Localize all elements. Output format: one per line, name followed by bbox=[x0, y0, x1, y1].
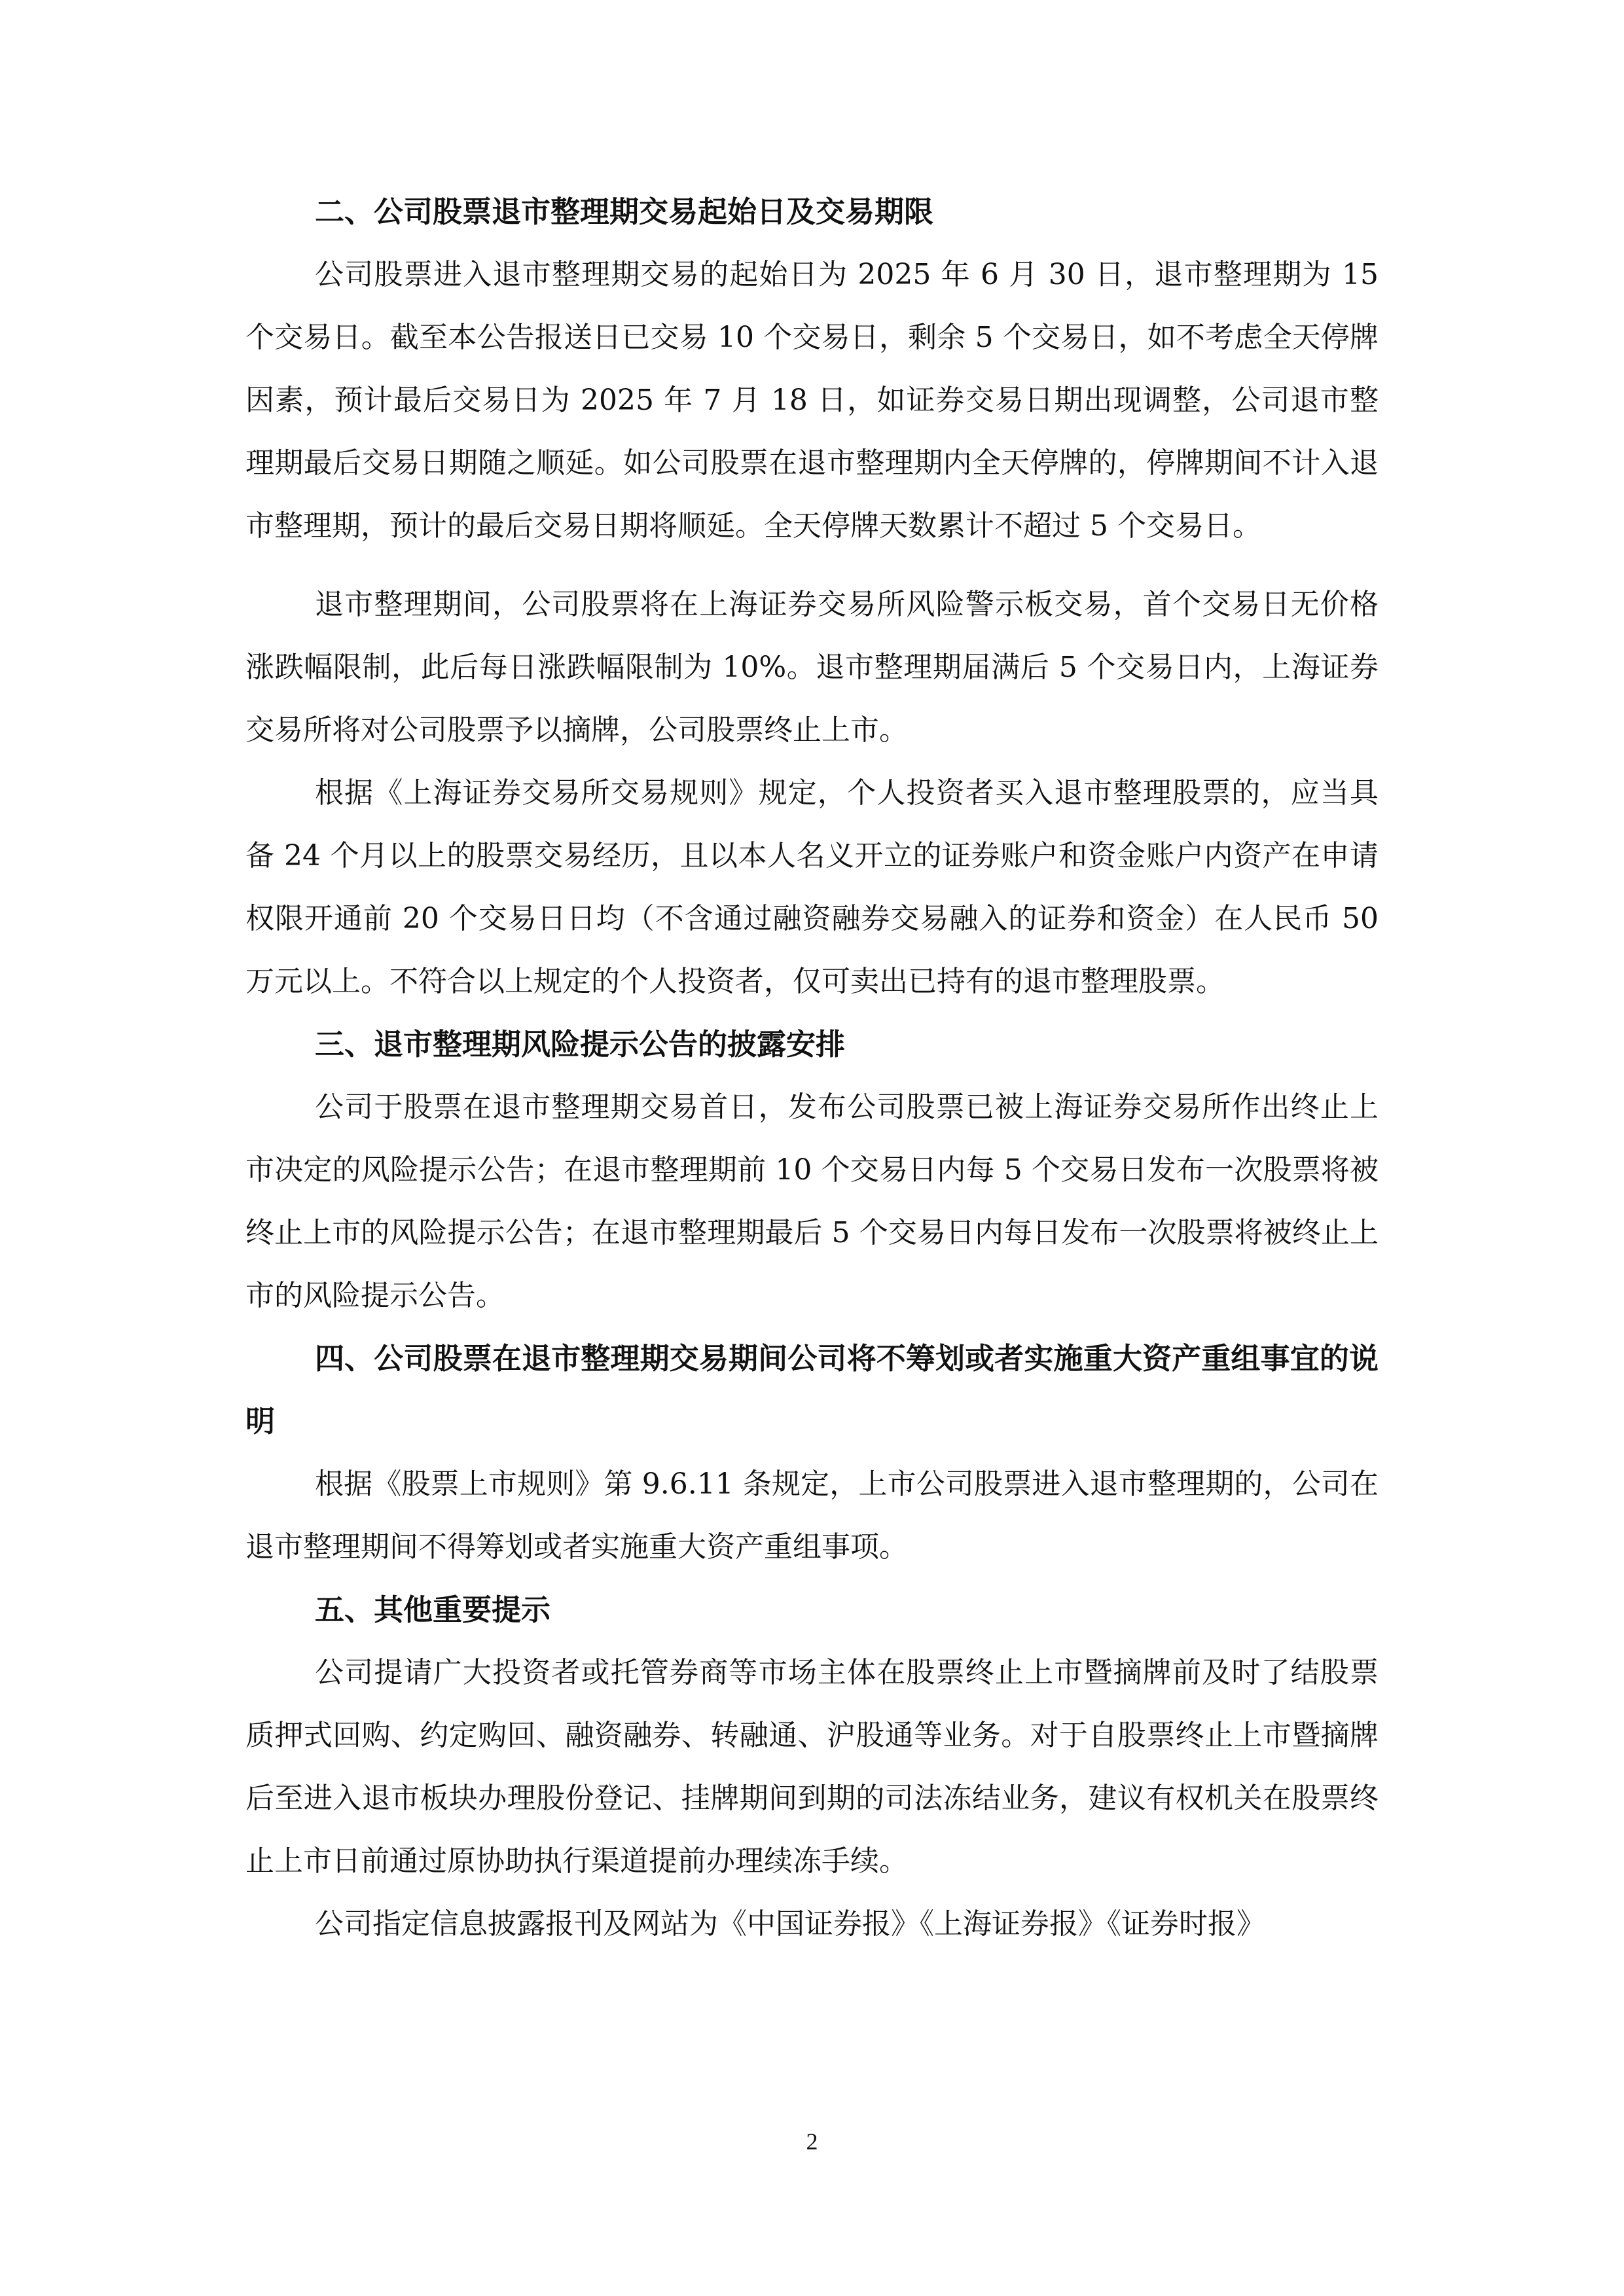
document-body bbox=[245, 181, 1379, 1956]
section-3-paragraph-1: 公司于股票在退市整理期交易首日，发布公司股票已被上海证券交易所作出终止上市决定的风险提示公告；在退市整理期前 10 个交易日内每 5 个交易日发布一次股票将被终止上市的风险提示公告；在退市整理期最后 5 个交易日内每日发布一次股票将被终止上市的风险提示公告。 bbox=[245, 1090, 1379, 1312]
section-heading-3: 三、退市整理期风险提示公告的披露安排 bbox=[315, 1027, 846, 1062]
section-heading-5: 五、其他重要提示 bbox=[315, 1592, 551, 1627]
section-4-paragraph-1: 根据《股票上市规则》第 9.6.11 条规定，上市公司股票进入退市整理期的，公司在退市整理期间不得筹划或者实施重大资产重组事项。 bbox=[245, 1467, 1379, 1564]
section-5-paragraph-1: 公司提请广大投资者或托管券商等市场主体在股票终止上市暨摘牌前及时了结股票质押式回购、约定购回、融资融券、转融通、沪股通等业务。对于自股票终止上市暨摘牌后至进入退市板块办理股份登记、挂牌期间到期的司法冻结业务，建议有权机关在股票终止上市日前通过原协助执行渠道提前办理续冻手续。 bbox=[245, 1656, 1379, 1878]
section-heading-4: 四、公司股票在退市整理期交易期间公司将不筹划或者实施重大资产重组事宜的说明 bbox=[245, 1341, 1379, 1439]
section-5-paragraph-2: 公司指定信息披露报刊及网站为《中国证券报》《上海证券报》《证券时报》 bbox=[315, 1907, 1265, 1941]
section-2-paragraph-2: 退市整理期间，公司股票将在上海证券交易所风险警示板交易，首个交易日无价格涨跌幅限制，此后每日涨跌幅限制为 10%。退市整理期届满后 5 个交易日内，上海证券交易所将对公司股票予以摘牌，公司股票终止上市。 bbox=[245, 588, 1379, 747]
paragraph-spacer bbox=[245, 558, 1379, 573]
section-heading-2: 二、公司股票退市整理期交易起始日及交易期限 bbox=[315, 194, 934, 229]
section-2-paragraph-1: 公司股票进入退市整理期交易的起始日为 2025 年 6 月 30 日，退市整理期为 15 个交易日。截至本公告报送日已交易 10 个交易日，剩余 5 个交易日，如不考虑全天停牌因素，预计最后交易日为 2025 年 7 月 18 日，如证券交易日期出现调整，公司退市整理期最后交易日期随之顺延。如公司股票在退市整理期内全天停牌的，停牌期间不计入退市整理期，预计的最后交易日期将顺延。全天停牌天数累计不超过 5 个交易日。 bbox=[245, 258, 1379, 543]
page-number: 2 bbox=[806, 2128, 818, 2155]
section-2-paragraph-3: 根据《上海证券交易所交易规则》规定，个人投资者买入退市整理股票的，应当具备 24 个月以上的股票交易经历，且以本人名义开立的证券账户和资金账户内资产在申请权限开通前 20 个交易日日均（不含通过融资融券交易融入的证券和资金）在人民币 50 万元以上。不符合以上规定的个人投资者，仅可卖出已持有的退市整理股票。 bbox=[245, 776, 1379, 998]
